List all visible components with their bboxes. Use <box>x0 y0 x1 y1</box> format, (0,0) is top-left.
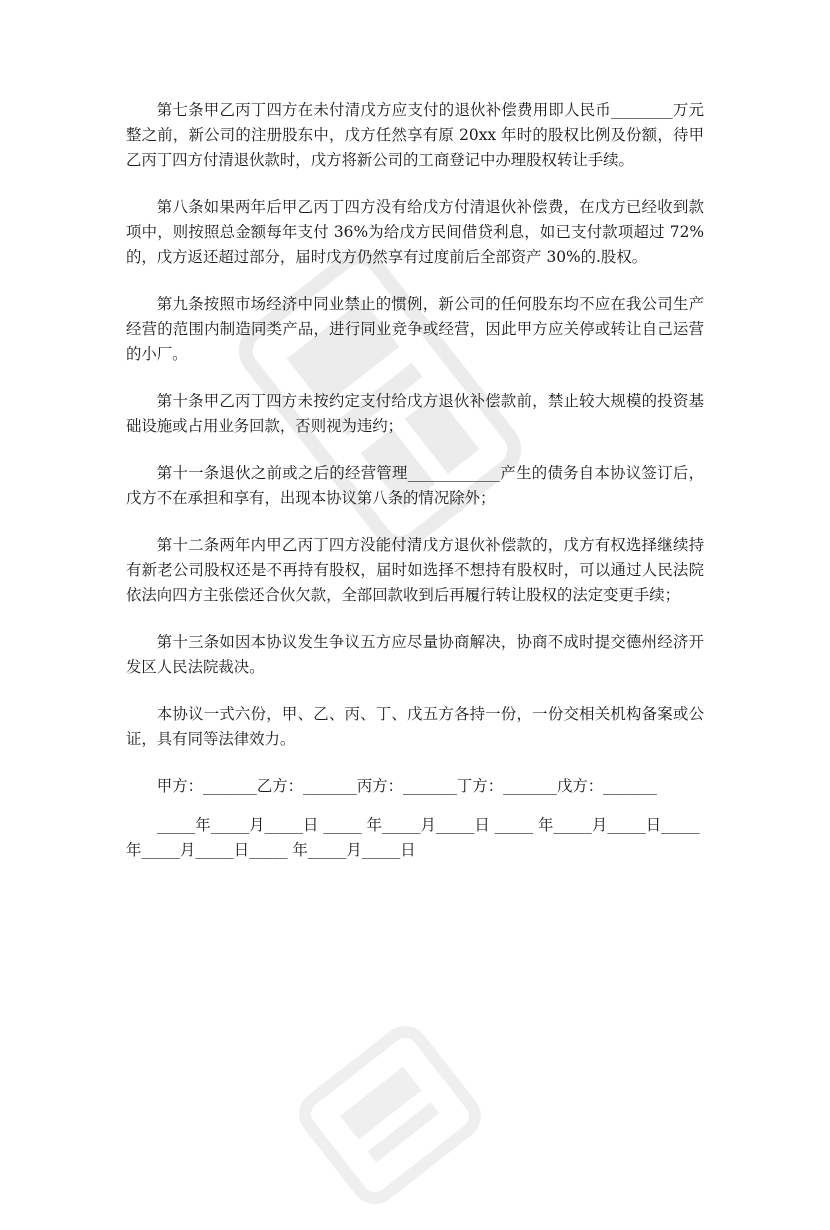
agreement-body <box>126 98 704 863</box>
clause-13: 第十三条如因本协议发生争议五方应尽量协商解决，协商不成时提交德州经济开发区人民法院裁决。 <box>126 633 704 676</box>
signature-line: 甲方：_______乙方：_______丙方：_______丁方：_______戊方：_______ <box>156 777 657 795</box>
clause-7: 第七条甲乙丙丁四方在未付清戊方应支付的退伙补偿费用即人民币________万元整之前，新公司的注册股东中，戊方任然享有原 20xx 年时的股权比例及份额，待甲乙丙丁四方付清退伙款时，戊方将新公司的工商登记中办理股权转让手续。 <box>126 101 704 169</box>
date-line: _____年_____月_____日 _____ 年_____月_____日 _____ 年_____月_____日_____ 年_____月_____日_____ 年_____月_____日 <box>126 816 700 859</box>
clause-12: 第十二条两年内甲乙丙丁四方没能付清戊方退伙补偿款的，戊方有权选择继续持有新老公司股权还是不再持有股权，届时如选择不想持有股权时，可以通过人民法院依法向四方主张偿还合伙欠款，全部回款收到后再履行转让股权的法定变更手续； <box>126 536 704 604</box>
clause-9: 第九条按照市场经济中同业禁止的惯例，新公司的任何股东均不应在我公司生产经营的范围内制造同类产品，进行同业竞争或经营，因此甲方应关停或转让自己运营的小厂。 <box>126 295 704 363</box>
clause-11: 第十一条退伙之前或之后的经营管理____________产生的债务自本协议签订后，戊方不在承担和享有，出现本协议第八条的情况除外； <box>126 464 704 507</box>
clause-10: 第十条甲乙丙丁四方未按约定支付给戊方退伙补偿款前，禁止较大规模的投资基础设施或占用业务回款，否则视为违约； <box>126 392 704 435</box>
watermark-logo-bottom <box>273 1000 507 1229</box>
copies-clause: 本协议一式六份，甲、乙、丙、丁、戊五方各持一份，一份交相关机构备案或公证，具有同等法律效力。 <box>126 705 704 748</box>
clause-8: 第八条如果两年后甲乙丙丁四方没有给戊方付清退伙补偿费，在戊方已经收到款项中，则按照总金额每年支付 36%为给戊方民间借贷利息，如已支付款项超过 72%的，戊方返还超过部分，届时戊方仍然享有过度前后全部资产 30%的.股权。 <box>126 198 704 266</box>
